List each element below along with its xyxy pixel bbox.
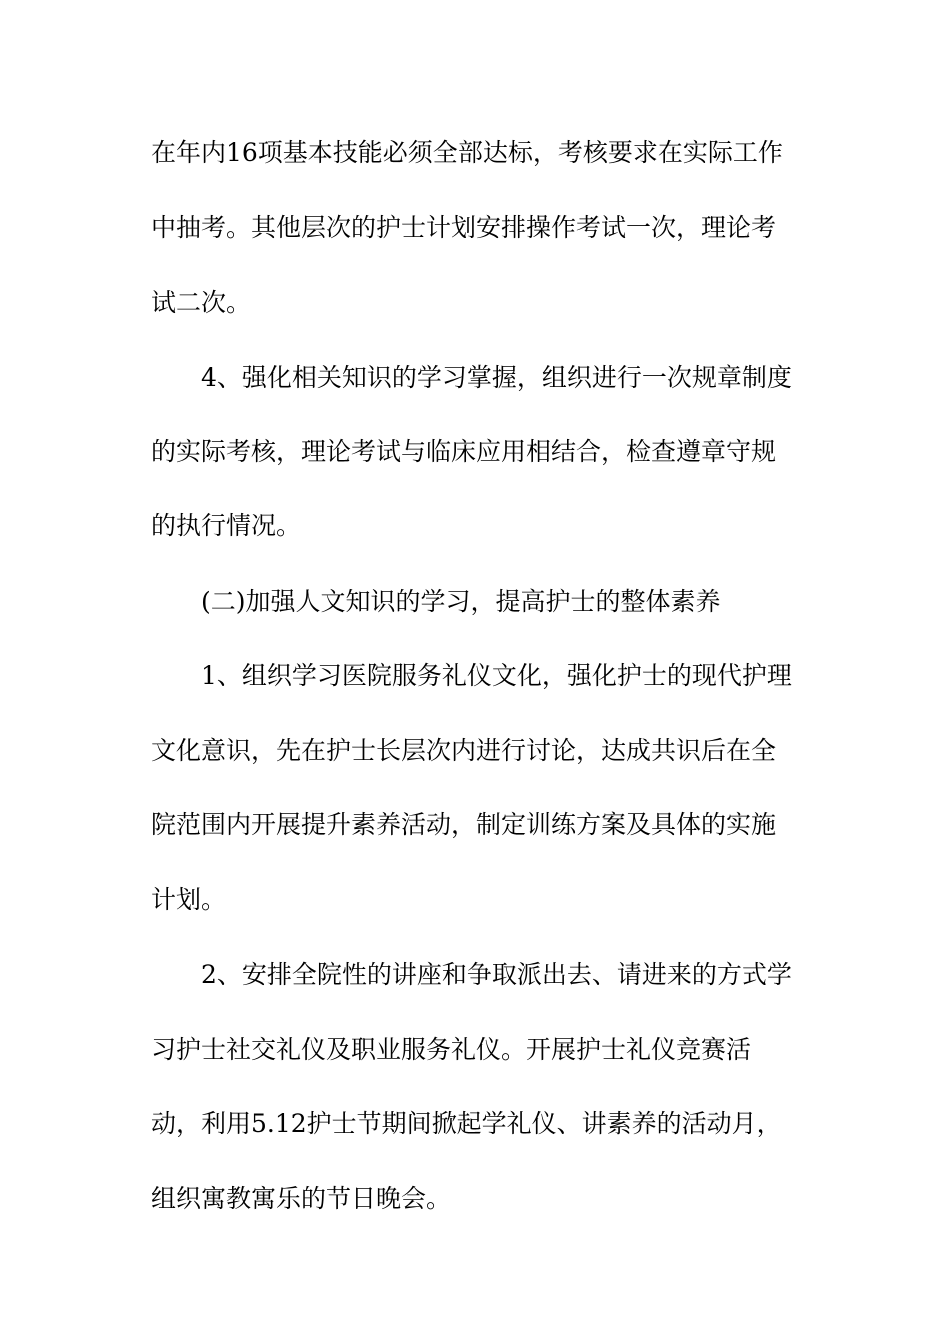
text-line: 2、安排全院性的讲座和争取派出去、请进来的方式学 [201,960,792,989]
text-line: 动，利用5.12护士节期间掀起学礼仪、讲素养的活动月， [151,1109,782,1138]
text-line: 的执行情况。 [151,511,302,540]
text-line: 组织寓教寓乐的节日晚会。 [151,1184,452,1213]
text-line: 4、强化相关知识的学习掌握，组织进行一次规章制度 [201,363,792,392]
text-line: 计划。 [151,885,227,914]
text-line: 中抽考。其他层次的护士计划安排操作考试一次，理论考 [151,213,777,242]
text-line: 的实际考核，理论考试与临床应用相结合，检查遵章守规 [151,437,777,466]
text-line: 院范围内开展提升素养活动，制定训练方案及具体的实施 [151,810,777,839]
text-line: 文化意识，先在护士长层次内进行讨论，达成共识后在全 [151,736,777,765]
text-line: 1、组织学习医院服务礼仪文化，强化护士的现代护理 [201,661,792,690]
text-line: 在年内16项基本技能必须全部达标，考核要求在实际工作 [151,138,783,167]
text-line: 习护士社交礼仪及职业服务礼仪。开展护士礼仪竞赛活 [151,1035,752,1064]
section-heading: (二)加强人文知识的学习，提高护士的整体素养 [201,587,721,616]
text-line: 试二次。 [151,288,252,317]
